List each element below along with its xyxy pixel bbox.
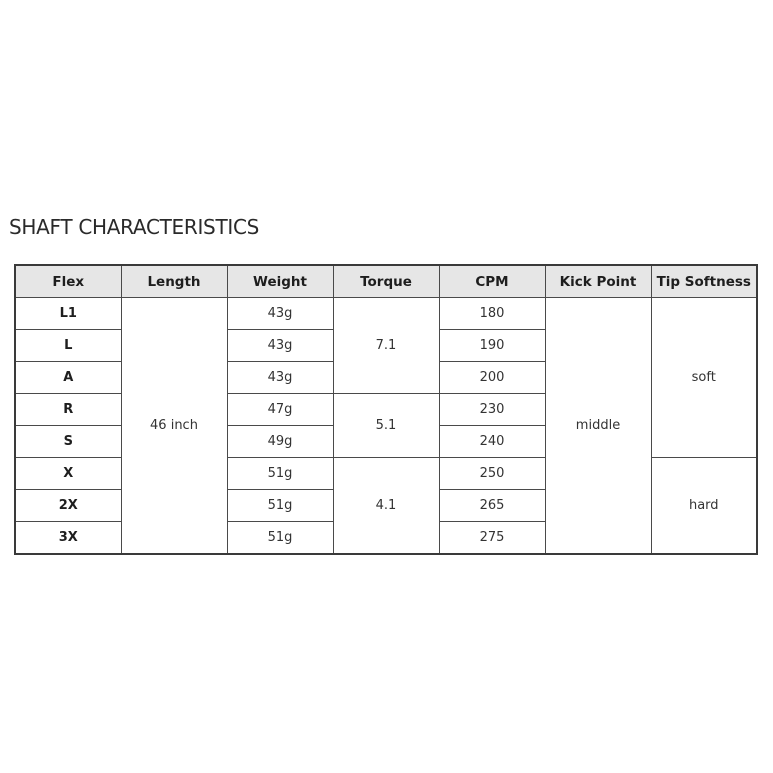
cpm-cell: 180 xyxy=(439,298,545,330)
cpm-cell: 240 xyxy=(439,426,545,458)
flex-cell: A xyxy=(15,362,121,394)
weight-cell: 43g xyxy=(227,362,333,394)
header-weight: Weight xyxy=(227,265,333,298)
cpm-cell: 265 xyxy=(439,490,545,522)
flex-cell: L xyxy=(15,330,121,362)
flex-cell: R xyxy=(15,394,121,426)
kick-point-cell: middle xyxy=(545,298,651,555)
flex-cell: 3X xyxy=(15,522,121,555)
cpm-cell: 200 xyxy=(439,362,545,394)
page-title: SHAFT CHARACTERISTICS xyxy=(9,215,260,239)
weight-cell: 43g xyxy=(227,330,333,362)
header-flex: Flex xyxy=(15,265,121,298)
header-tip-softness: Tip Softness xyxy=(651,265,757,298)
flex-cell: X xyxy=(15,458,121,490)
torque-cell: 7.1 xyxy=(333,298,439,394)
cpm-cell: 190 xyxy=(439,330,545,362)
weight-cell: 49g xyxy=(227,426,333,458)
shaft-characteristics-table xyxy=(14,264,758,555)
header-cpm: CPM xyxy=(439,265,545,298)
cpm-cell: 250 xyxy=(439,458,545,490)
tip-softness-cell: soft xyxy=(651,298,757,458)
weight-cell: 47g xyxy=(227,394,333,426)
length-cell: 46 inch xyxy=(121,298,227,555)
cpm-cell: 230 xyxy=(439,394,545,426)
table-row xyxy=(15,298,757,330)
cpm-cell: 275 xyxy=(439,522,545,555)
tip-softness-cell: hard xyxy=(651,458,757,555)
weight-cell: 51g xyxy=(227,490,333,522)
flex-cell: S xyxy=(15,426,121,458)
header-kick-point: Kick Point xyxy=(545,265,651,298)
torque-cell: 4.1 xyxy=(333,458,439,555)
torque-cell: 5.1 xyxy=(333,394,439,458)
header-torque: Torque xyxy=(333,265,439,298)
weight-cell: 51g xyxy=(227,522,333,555)
flex-cell: L1 xyxy=(15,298,121,330)
flex-cell: 2X xyxy=(15,490,121,522)
header-length: Length xyxy=(121,265,227,298)
table-header-row xyxy=(15,265,757,298)
weight-cell: 51g xyxy=(227,458,333,490)
weight-cell: 43g xyxy=(227,298,333,330)
